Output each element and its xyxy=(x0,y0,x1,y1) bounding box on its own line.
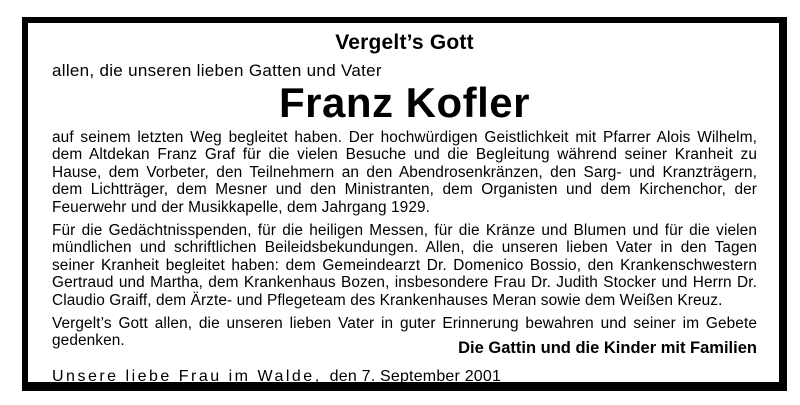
notice-header: Vergelt’s Gott xyxy=(335,31,474,54)
family-signature: Die Gattin und die Kinder mit Familien xyxy=(458,338,757,357)
dateline-date: den 7. September 2001 xyxy=(329,367,502,385)
paragraph-condolence-thanks: Für die Gedächtnisspenden, für die heiligen Messen, für die Kränze und Blumen und für die vielen mündlichen und schriftlichen Beileidsbekundungen. Allen, die unseren lieben Vater in den Tagen seiner Kranheit begleitet haben: dem Gemeindearzt Dr. Domenico Bossio, den Krankenschwestern Gertraud und Martha, dem Krankenhaus Bozen, insbesondere Frau Dr. Judith Stocker und Herrn Dr. Claudio Graiff, dem Ärzte- und Pflegeteam des Krankenhauses Meran sowie dem Weißen Kreuz. xyxy=(52,222,757,309)
intro-line: allen, die unseren lieben Gatten und Vater xyxy=(52,61,382,80)
obituary-notice xyxy=(22,17,787,391)
paragraph-closing: Vergelt’s Gott allen, die unseren lieben Vater in guter Erinnerung bewahren und seiner im Gebete gedenken. xyxy=(52,315,757,350)
dateline-place: Unsere liebe Frau im Walde, xyxy=(52,367,322,385)
dateline xyxy=(52,367,757,386)
paragraph-funeral-thanks: auf seinem letzten Weg begleitet haben. Der hochwürdigen Geistlichkeit mit Pfarrer Alois Wilhelm, dem Altdekan Franz Graf für die vielen Besuche und die Begleitung während seiner Kranheit zu Hause, dem Vorbeter, den Teilnehmern an den Abendrosenkränzen, den Sarg- und Kranzträgern, dem Lichtträger, dem Mesner und den Ministranten, dem Organisten und dem Kirchenchor, der Feuerwehr und der Musikkapelle, dem Jahrgang 1929. xyxy=(52,129,757,216)
deceased-name: Franz Kofler xyxy=(278,79,531,126)
